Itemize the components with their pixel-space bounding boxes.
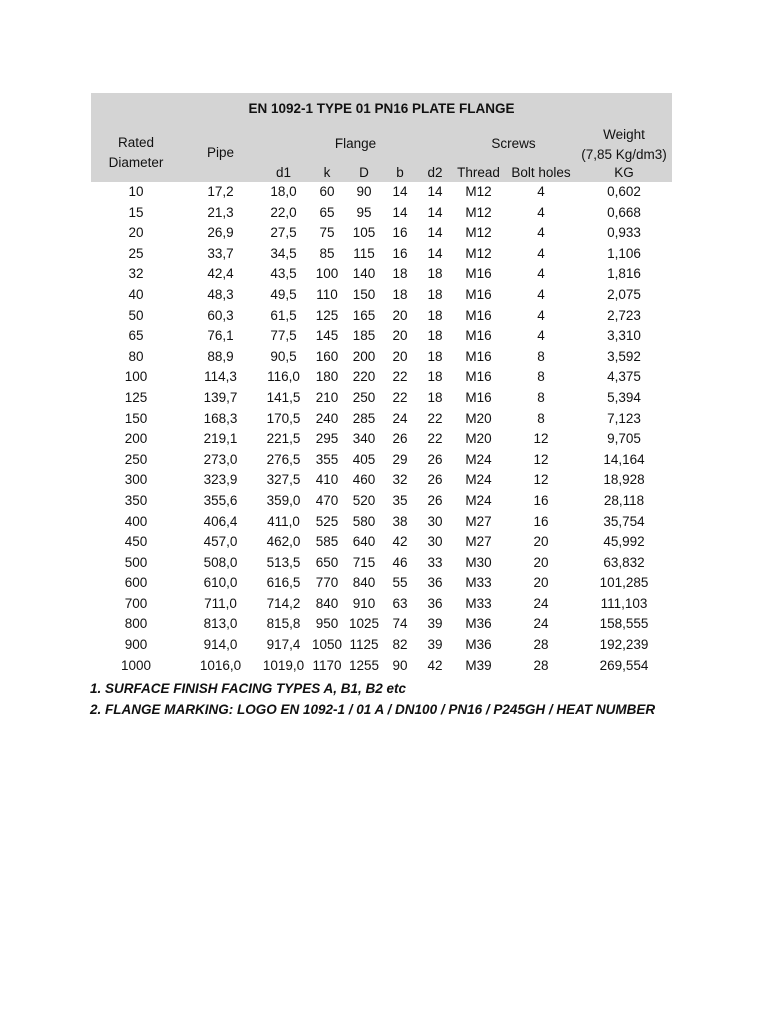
D-cell: 1255 [348,657,380,673]
thread-cell: M12 [465,204,492,220]
bolt-holes-header: Bolt holes [506,165,576,182]
bolt-holes-cell: 4 [537,266,545,282]
b-cell: 82 [392,637,408,653]
d1-cell: 90,5 [270,348,297,364]
d1-cell: 513,5 [266,554,301,570]
D-cell: 520 [352,492,376,508]
pipe-cell: 323,9 [203,472,238,488]
weight-kg-cell: 1,106 [607,245,641,261]
rated-diameter-cell: 400 [124,513,148,529]
d2-cell: 18 [427,389,443,405]
b-cell: 63 [392,595,408,611]
d2-cell: 18 [427,286,443,302]
d2-cell: 26 [427,472,443,488]
flange-table [91,93,672,676]
bolt-holes-cell: 16 [533,513,549,529]
weight-header-line2: (7,85 Kg/dm3) [581,147,667,162]
d1-cell: 462,0 [266,534,301,550]
b-cell: 22 [392,389,408,405]
b-cell: 26 [392,431,408,447]
D-cell: 220 [352,369,376,385]
d1-cell: 18,0 [270,184,297,199]
weight-kg-cell: 7,123 [607,410,641,426]
rated-diameter-cell: 100 [124,369,148,385]
table-body [91,182,672,676]
d2-cell: 14 [427,184,443,199]
d2-cell: 18 [427,307,443,323]
d1-cell: 27,5 [270,225,297,241]
D-cell: 910 [352,595,376,611]
d1-cell: 359,0 [266,492,301,508]
weight-kg-cell: 14,164 [603,451,645,467]
k-cell: 585 [315,534,339,550]
table-row [91,367,672,388]
d1-cell: 61,5 [270,307,297,323]
bolt-holes-cell: 4 [537,225,545,241]
D-cell: 580 [352,513,376,529]
pipe-cell: 48,3 [207,286,234,302]
pipe-cell: 21,3 [207,204,234,220]
weight-header-line1: Weight [603,127,645,142]
d2-cell: 42 [427,657,443,673]
rated-diameter-cell: 800 [124,616,148,632]
weight-kg-cell: 0,602 [607,184,641,199]
k-cell: 65 [319,204,335,220]
d1-cell: 34,5 [270,245,297,261]
d2-cell: 26 [427,451,443,467]
pipe-cell: 60,3 [207,307,234,323]
k-cell: 110 [316,286,338,302]
pipe-cell: 17,2 [207,184,234,199]
pipe-cell: 508,0 [203,554,238,570]
bolt-holes-cell: 28 [533,637,549,653]
d1-cell: 77,5 [270,328,297,344]
D-cell: 405 [352,451,376,467]
d2-cell: 14 [427,204,443,220]
weight-kg-cell: 63,832 [603,554,645,570]
table-row [91,491,672,512]
table-row [91,635,672,656]
weight-kg-cell: 101,285 [599,575,649,591]
rated-diameter-cell: 450 [124,534,148,550]
pipe-cell: 139,7 [203,389,238,405]
bolt-holes-cell: 12 [533,472,549,488]
rated-diameter-cell: 20 [128,225,144,241]
table-row [91,182,672,203]
pipe-cell: 711,0 [204,595,237,611]
k-cell: 145 [315,328,339,344]
table-row [91,594,672,615]
bolt-holes-cell: 24 [533,616,549,632]
table-row [91,614,672,635]
d1-cell: 276,5 [266,451,301,467]
k-cell: 840 [315,595,339,611]
weight-kg-cell: 4,375 [607,369,641,385]
b-cell: 42 [392,534,408,550]
pipe-cell: 914,0 [203,637,238,653]
bolt-holes-cell: 4 [537,286,545,302]
d2-cell: 30 [427,513,443,529]
header-row-group [91,123,672,165]
table-title-row [91,93,672,123]
rated-header-line2: Diameter [108,154,164,170]
d1-cell: 1019,0 [262,657,305,673]
k-cell: 355 [315,451,339,467]
table-row [91,203,672,224]
d2-cell: 18 [427,328,443,344]
d2-cell: 18 [427,266,443,282]
thread-cell: M16 [465,328,492,344]
weight-kg-cell: 18,928 [603,472,645,488]
pipe-cell: 26,9 [207,225,234,241]
d2-cell: 36 [427,595,443,611]
rated-diameter-cell: 10 [128,184,144,199]
d2-cell: 30 [427,534,443,550]
table-row [91,450,672,471]
b-cell: 46 [392,554,408,570]
thread-cell: M12 [465,184,492,199]
pipe-cell: 76,1 [207,328,234,344]
screws-header: Screws [451,123,576,165]
weight-kg-cell: 192,239 [599,637,649,653]
k-cell: 60 [319,184,335,199]
k-cell: 295 [315,431,339,447]
k-cell: 125 [315,307,339,323]
thread-cell: M39 [465,657,492,673]
rated-diameter-cell: 700 [124,595,148,611]
rated-diameter-cell: 150 [124,410,148,426]
D-header: D [347,165,381,182]
b-cell: 16 [392,245,408,261]
weight-kg-cell: 2,075 [607,286,641,302]
rated-diameter-cell: 900 [124,637,148,653]
bolt-holes-cell: 8 [537,389,545,405]
table-row [91,573,672,594]
k-cell: 410 [315,472,339,488]
note-flange-marking: 2. FLANGE MARKING: LOGO EN 1092-1 / 01 A / DN100 / PN16 / P245GH / HEAT NUMBER [90,702,656,718]
thread-cell: M20 [465,431,492,447]
table-row [91,285,672,306]
d1-cell: 917,4 [266,637,301,653]
d2-cell: 18 [427,369,443,385]
pipe-cell: 219,1 [203,431,238,447]
d1-header: d1 [260,165,307,182]
b-cell: 14 [392,204,408,220]
thread-cell: M16 [465,389,492,405]
rated-diameter-cell: 40 [128,286,144,302]
pipe-cell: 406,4 [203,513,238,529]
bolt-holes-cell: 4 [537,204,545,220]
thread-cell: M16 [465,348,492,364]
thread-header: Thread [451,165,506,182]
D-cell: 90 [356,184,372,199]
rated-diameter-cell: 1000 [120,657,152,673]
b-header: b [381,165,419,182]
thread-cell: M30 [465,554,492,570]
rated-diameter-cell: 500 [124,554,148,570]
bolt-holes-cell: 4 [537,245,545,261]
d2-header: d2 [419,165,451,182]
bolt-holes-cell: 20 [533,575,549,591]
thread-cell: M16 [465,369,492,385]
thread-cell: M24 [465,492,492,508]
rated-diameter-cell: 15 [128,204,144,220]
b-cell: 55 [392,575,408,591]
pipe-cell: 273,0 [203,451,238,467]
D-cell: 715 [352,554,376,570]
rated-diameter-cell: 300 [124,472,148,488]
D-cell: 105 [352,225,376,241]
weight-kg-cell: 111,103 [600,595,648,611]
thread-cell: M24 [465,472,492,488]
thread-cell: M16 [465,307,492,323]
b-cell: 20 [392,328,408,344]
table-row [91,470,672,491]
note-surface-finish: 1. SURFACE FINISH FACING TYPES A, B1, B2 etc [90,681,407,697]
d2-cell: 14 [427,225,443,241]
rated-diameter-cell: 350 [124,492,148,508]
D-cell: 115 [353,245,375,261]
table-row [91,244,672,265]
weight-kg-cell: 45,992 [603,534,645,550]
b-cell: 74 [392,616,408,632]
thread-cell: M24 [465,451,492,467]
b-cell: 18 [392,266,408,282]
k-cell: 85 [319,245,335,261]
table-row [91,326,672,347]
b-cell: 20 [392,348,408,364]
kg-header: KG [576,165,672,182]
d1-cell: 327,5 [266,472,301,488]
D-cell: 1025 [348,616,380,632]
flange-spec-sheet [91,93,672,720]
D-cell: 185 [352,328,376,344]
thread-cell: M16 [465,266,492,282]
D-cell: 340 [352,431,376,447]
k-cell: 75 [319,225,335,241]
table-row [91,429,672,450]
bolt-holes-cell: 28 [533,657,549,673]
bolt-holes-cell: 8 [537,369,545,385]
table-title: EN 1092-1 TYPE 01 PN16 PLATE FLANGE [91,93,672,123]
b-cell: 32 [392,472,408,488]
d1-cell: 170,5 [266,410,301,426]
weight-kg-cell: 3,592 [607,348,641,364]
weight-kg-cell: 35,754 [603,513,645,529]
pipe-header: Pipe [181,123,260,182]
b-cell: 16 [392,225,408,241]
table-row [91,264,672,285]
weight-kg-cell: 28,118 [603,492,645,508]
thread-cell: M12 [465,245,492,261]
d1-cell: 714,2 [266,595,301,611]
rated-header-line1: Rated [117,134,155,150]
k-cell: 1170 [312,657,342,673]
rated-diameter-cell: 25 [128,245,144,261]
d1-cell: 43,5 [270,266,297,282]
table-row [91,409,672,430]
D-cell: 840 [352,575,376,591]
d2-cell: 22 [427,410,443,426]
weight-kg-cell: 158,555 [599,616,649,632]
rated-diameter-cell: 32 [128,266,144,282]
notes [91,678,672,720]
d2-cell: 36 [427,575,443,591]
b-cell: 24 [392,410,408,426]
d2-cell: 39 [427,616,443,632]
k-cell: 650 [315,554,339,570]
table-row [91,347,672,368]
D-cell: 140 [352,266,376,282]
flange-header: Flange [260,123,451,165]
bolt-holes-cell: 20 [533,554,549,570]
k-cell: 160 [315,348,339,364]
b-cell: 29 [392,451,408,467]
table-row [91,223,672,244]
k-cell: 240 [315,410,339,426]
d1-cell: 49,5 [270,286,297,302]
rated-diameter-cell: 200 [124,431,148,447]
rated-diameter-cell: 600 [124,575,148,591]
thread-cell: M27 [465,513,492,529]
pipe-cell: 457,0 [203,534,238,550]
D-cell: 460 [352,472,376,488]
pipe-cell: 355,6 [203,492,238,508]
rated-diameter-header [91,123,181,182]
weight-kg-cell: 0,933 [607,225,641,241]
d1-cell: 815,8 [266,616,301,632]
table-row [91,532,672,553]
b-cell: 14 [392,184,408,199]
k-cell: 950 [315,616,339,632]
thread-cell: M33 [465,575,492,591]
weight-kg-cell: 1,816 [607,266,641,282]
pipe-cell: 33,7 [207,245,234,261]
table-row [91,388,672,409]
pipe-cell: 42,4 [207,266,234,282]
pipe-cell: 1016,0 [199,657,242,673]
rated-diameter-cell: 50 [128,307,144,323]
D-cell: 95 [356,204,372,220]
thread-cell: M20 [465,410,492,426]
k-cell: 100 [315,266,339,282]
pipe-cell: 168,3 [203,410,238,426]
bolt-holes-cell: 16 [533,492,549,508]
rated-diameter-cell: 125 [124,389,148,405]
d2-cell: 33 [427,554,443,570]
bolt-holes-cell: 20 [533,534,549,550]
pipe-cell: 114,3 [204,369,237,385]
D-cell: 285 [352,410,376,426]
k-cell: 770 [315,575,339,591]
d2-cell: 39 [427,637,443,653]
bolt-holes-cell: 24 [533,595,549,611]
thread-cell: M16 [465,286,492,302]
bolt-holes-cell: 4 [537,328,545,344]
thread-cell: M27 [465,534,492,550]
thread-cell: M33 [465,595,492,611]
d2-cell: 22 [427,431,443,447]
bolt-holes-cell: 8 [537,410,545,426]
D-cell: 165 [352,307,376,323]
weight-kg-cell: 269,554 [599,657,649,673]
d2-cell: 26 [427,492,443,508]
rated-diameter-cell: 80 [128,348,144,364]
b-cell: 20 [392,307,408,323]
bolt-holes-cell: 12 [533,451,549,467]
weight-kg-cell: 9,705 [607,431,641,447]
rated-diameter-cell: 65 [128,328,144,344]
d1-cell: 22,0 [270,204,297,220]
weight-kg-cell: 3,310 [607,328,641,344]
d2-cell: 14 [427,245,443,261]
D-cell: 150 [352,286,376,302]
d1-cell: 616,5 [266,575,301,591]
pipe-cell: 610,0 [203,575,238,591]
D-cell: 250 [352,389,376,405]
k-header: k [307,165,347,182]
table-row [91,306,672,327]
d1-cell: 141,5 [266,389,301,405]
d1-cell: 116,0 [267,369,300,385]
d1-cell: 411,0 [267,513,300,529]
weight-header [576,123,672,165]
bolt-holes-cell: 4 [537,184,545,199]
D-cell: 1125 [349,637,379,653]
thread-cell: M36 [465,616,492,632]
d2-cell: 18 [427,348,443,364]
k-cell: 470 [315,492,339,508]
pipe-cell: 813,0 [203,616,238,632]
rated-diameter-cell: 250 [124,451,148,467]
thread-cell: M36 [465,637,492,653]
k-cell: 180 [315,369,339,385]
k-cell: 525 [315,513,339,529]
bolt-holes-cell: 12 [533,431,549,447]
table-row [91,553,672,574]
b-cell: 35 [392,492,408,508]
weight-kg-cell: 5,394 [607,389,641,405]
k-cell: 210 [315,389,339,405]
b-cell: 38 [392,513,408,529]
weight-kg-cell: 2,723 [607,307,641,323]
bolt-holes-cell: 8 [537,348,545,364]
d1-cell: 221,5 [266,431,301,447]
b-cell: 22 [392,369,408,385]
b-cell: 90 [392,657,408,673]
table-row [91,512,672,533]
b-cell: 18 [392,286,408,302]
pipe-cell: 88,9 [207,348,234,364]
table-row [91,656,672,677]
D-cell: 640 [352,534,376,550]
D-cell: 200 [352,348,376,364]
bolt-holes-cell: 4 [537,307,545,323]
thread-cell: M12 [465,225,492,241]
weight-kg-cell: 0,668 [607,204,641,220]
k-cell: 1050 [311,637,343,653]
